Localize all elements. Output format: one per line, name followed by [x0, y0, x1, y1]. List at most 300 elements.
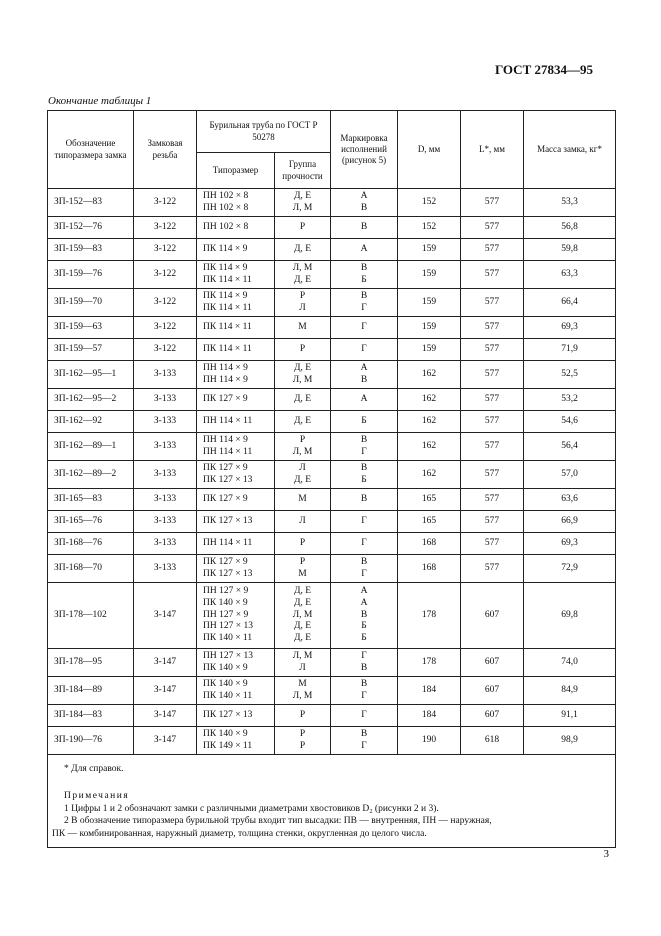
table-row — [48, 649, 616, 677]
table-row — [48, 361, 616, 389]
mass-cell: 69,3 — [524, 317, 616, 339]
thread-cell: З-133 — [134, 411, 197, 433]
pipe-size-cell — [197, 289, 275, 317]
d-cell: 162 — [398, 433, 461, 461]
header-d: D, мм — [398, 111, 461, 189]
l-cell: 577 — [461, 361, 524, 389]
l-cell: 577 — [461, 389, 524, 411]
pipe-size-cell — [197, 317, 275, 339]
strength-cell-line: Л — [299, 302, 306, 313]
l-cell: 577 — [461, 289, 524, 317]
marking-cell — [331, 217, 398, 239]
strength-cell-line: Л, М — [292, 446, 313, 457]
l-cell: 577 — [461, 433, 524, 461]
designation-cell: ЗП-162—92 — [48, 411, 134, 433]
strength-cell — [275, 677, 331, 705]
table-row — [48, 511, 616, 533]
header-pipe-group: Бурильная труба по ГОСТ Р 50278 — [197, 111, 331, 153]
marking-cell-line: В — [360, 434, 368, 445]
strength-cell-line: Л, М — [292, 262, 313, 273]
table-row — [48, 339, 616, 361]
pipe-size-cell-line: ПК 127 × 13 — [203, 709, 253, 720]
designation-cell: ЗП-152—76 — [48, 217, 134, 239]
marking-cell-line: В — [360, 728, 368, 739]
d-cell: 159 — [398, 317, 461, 339]
l-cell: 577 — [461, 489, 524, 511]
pipe-size-cell — [197, 411, 275, 433]
mass-cell: 56,8 — [524, 217, 616, 239]
pipe-size-cell — [197, 705, 275, 727]
mass-cell: 98,9 — [524, 727, 616, 755]
header-strength: Группа прочности — [275, 153, 331, 189]
marking-cell-line: Г — [361, 650, 367, 661]
marking-cell-line: А — [360, 597, 368, 608]
d-cell: 184 — [398, 705, 461, 727]
strength-cell — [275, 239, 331, 261]
marking-cell — [331, 389, 398, 411]
pipe-size-cell-line: ПК 114 × 9 — [203, 262, 248, 273]
designation-cell: ЗП-184—89 — [48, 677, 134, 705]
marking-cell-line: В — [360, 462, 368, 473]
marking-cell-line: А — [360, 243, 368, 254]
pipe-size-cell — [197, 189, 275, 217]
marking-cell-line: Г — [361, 302, 367, 313]
pipe-size-cell-line: ПН 114 × 11 — [203, 537, 253, 548]
marking-cell-line: Г — [361, 690, 367, 701]
d-cell: 165 — [398, 511, 461, 533]
mass-cell: 66,9 — [524, 511, 616, 533]
strength-cell-line: Р — [299, 556, 306, 567]
table-row — [48, 261, 616, 289]
table-row — [48, 677, 616, 705]
strength-cell — [275, 389, 331, 411]
d-cell: 168 — [398, 533, 461, 555]
mass-cell: 72,9 — [524, 555, 616, 583]
strength-cell-line: М — [298, 493, 307, 504]
thread-cell: З-133 — [134, 361, 197, 389]
table-row — [48, 555, 616, 583]
designation-cell: ЗП-178—102 — [48, 583, 134, 649]
l-cell: 577 — [461, 511, 524, 533]
table-body — [48, 189, 616, 755]
header-designation: Обозначение типоразмера замка — [48, 111, 134, 189]
thread-cell: З-122 — [134, 189, 197, 217]
l-cell: 607 — [461, 677, 524, 705]
pipe-size-cell — [197, 583, 275, 649]
marking-cell-line: В — [360, 374, 368, 385]
table-row — [48, 433, 616, 461]
pipe-size-cell-line: ПН 127 × 13 — [203, 621, 253, 632]
marking-cell — [331, 649, 398, 677]
pipe-size-cell — [197, 649, 275, 677]
notes-title: Примечания — [64, 790, 130, 801]
pipe-size-cell-line: ПК 149 × 11 — [203, 740, 253, 751]
thread-cell: З-147 — [134, 583, 197, 649]
pipe-size-cell-line: ПК 140 × 9 — [203, 678, 248, 689]
marking-cell-line: Г — [361, 537, 367, 548]
strength-cell — [275, 727, 331, 755]
d-cell: 152 — [398, 217, 461, 239]
pipe-size-cell-line: ПК 140 × 9 — [203, 662, 248, 673]
marking-cell-line: В — [360, 609, 368, 620]
strength-cell — [275, 339, 331, 361]
strength-cell — [275, 489, 331, 511]
mass-cell: 66,4 — [524, 289, 616, 317]
designation-cell: ЗП-152—83 — [48, 189, 134, 217]
strength-cell-line: Д, Е — [293, 274, 312, 285]
designation-cell: ЗП-159—70 — [48, 289, 134, 317]
l-cell: 607 — [461, 649, 524, 677]
designation-cell: ЗП-165—76 — [48, 511, 134, 533]
note-1: 1 Цифры 1 и 2 обозначают замки с различными диаметрами хвостовиков D₂ (рисунки 2 и 3). — [64, 803, 439, 814]
pipe-size-cell — [197, 555, 275, 583]
marking-cell — [331, 433, 398, 461]
marking-cell — [331, 339, 398, 361]
mass-cell: 71,9 — [524, 339, 616, 361]
table-row — [48, 317, 616, 339]
header-l: L*, мм — [461, 111, 524, 189]
pipe-size-cell-line: ПК 127 × 13 — [203, 515, 253, 526]
l-cell: 577 — [461, 339, 524, 361]
d-cell: 162 — [398, 361, 461, 389]
mass-cell: 84,9 — [524, 677, 616, 705]
strength-cell — [275, 649, 331, 677]
thread-cell: З-133 — [134, 433, 197, 461]
pipe-size-cell — [197, 727, 275, 755]
designation-cell: ЗП-162—95—2 — [48, 389, 134, 411]
l-cell: 577 — [461, 555, 524, 583]
marking-cell-line: А — [360, 362, 368, 373]
document-header: ГОСТ 27834—95 — [494, 62, 593, 77]
d-cell: 162 — [398, 461, 461, 489]
designation-cell: ЗП-162—95—1 — [48, 361, 134, 389]
table-row — [48, 583, 616, 649]
pipe-size-cell — [197, 533, 275, 555]
strength-cell — [275, 411, 331, 433]
strength-cell — [275, 555, 331, 583]
pipe-size-cell-line: ПК 127 × 13 — [203, 568, 253, 579]
pipe-size-cell — [197, 239, 275, 261]
marking-cell — [331, 189, 398, 217]
d-cell: 165 — [398, 489, 461, 511]
marking-cell-line: В — [360, 556, 368, 567]
strength-cell-line: Л, М — [292, 609, 313, 620]
thread-cell: З-147 — [134, 705, 197, 727]
d-cell: 178 — [398, 649, 461, 677]
d-cell: 162 — [398, 411, 461, 433]
marking-cell — [331, 261, 398, 289]
designation-cell: ЗП-165—83 — [48, 489, 134, 511]
strength-cell-line: Р — [299, 728, 306, 739]
notes-section — [48, 755, 616, 848]
l-cell: 577 — [461, 317, 524, 339]
marking-cell-line: В — [360, 662, 368, 673]
table-row — [48, 727, 616, 755]
marking-cell — [331, 705, 398, 727]
pipe-size-cell — [197, 433, 275, 461]
pipe-size-cell-line: ПК 114 × 11 — [203, 274, 252, 285]
strength-cell — [275, 705, 331, 727]
strength-cell-line: Д, Е — [293, 474, 312, 485]
designation-cell: ЗП-168—70 — [48, 555, 134, 583]
marking-cell-line: Г — [361, 515, 367, 526]
table-row — [48, 411, 616, 433]
pipe-size-cell-line: ПН 127 × 13 — [203, 650, 253, 661]
mass-cell: 56,4 — [524, 433, 616, 461]
d-cell: 152 — [398, 189, 461, 217]
marking-cell — [331, 555, 398, 583]
designation-cell: ЗП-178—95 — [48, 649, 134, 677]
pipe-size-cell-line: ПК 114 × 9 — [203, 290, 248, 301]
pipe-size-cell-line: ПК 114 × 11 — [203, 302, 252, 313]
thread-cell: З-122 — [134, 289, 197, 317]
d-cell: 184 — [398, 677, 461, 705]
pipe-size-cell — [197, 461, 275, 489]
designation-cell: ЗП-159—83 — [48, 239, 134, 261]
note-2-line-1: 2 В обозначение типоразмера бурильной трубы входит тип высадки: ПВ — внутренняя, ПН — наружная, — [64, 816, 492, 827]
designation-cell: ЗП-159—76 — [48, 261, 134, 289]
strength-cell — [275, 583, 331, 649]
footnote: * Для справок. — [64, 764, 124, 774]
table-row — [48, 389, 616, 411]
mass-cell: 63,6 — [524, 489, 616, 511]
specs-table — [47, 110, 616, 848]
pipe-size-cell-line: ПН 127 × 9 — [203, 609, 249, 620]
designation-cell: ЗП-162—89—1 — [48, 433, 134, 461]
pipe-size-cell-line: ПК 114 × 11 — [203, 343, 252, 354]
table-row — [48, 533, 616, 555]
strength-cell-line: М — [298, 678, 307, 689]
strength-cell-line: М — [298, 568, 307, 579]
designation-cell: ЗП-184—83 — [48, 705, 134, 727]
pipe-size-cell-line: ПК 140 × 9 — [203, 728, 248, 739]
l-cell: 577 — [461, 217, 524, 239]
marking-cell — [331, 727, 398, 755]
strength-cell — [275, 261, 331, 289]
d-cell: 178 — [398, 583, 461, 649]
marking-cell-line: Г — [361, 740, 367, 751]
pipe-size-cell-line: ПН 114 × 11 — [203, 415, 253, 426]
marking-cell — [331, 533, 398, 555]
pipe-size-cell-line: ПК 127 × 9 — [203, 462, 248, 473]
strength-cell — [275, 217, 331, 239]
strength-cell-line: Д, Е — [293, 243, 312, 254]
marking-cell-line: Б — [361, 415, 367, 426]
strength-cell-line: Р — [299, 343, 306, 354]
note-2-line-2: ПК — комбинированная, наружный диаметр, толщина стенки, округленная до целого числа. — [52, 829, 427, 840]
marking-cell-line: А — [360, 393, 368, 404]
strength-cell-line: Д, Е — [293, 585, 312, 596]
pipe-size-cell-line: ПК 140 × 11 — [203, 690, 253, 701]
mass-cell: 57,0 — [524, 461, 616, 489]
thread-cell: З-147 — [134, 677, 197, 705]
strength-cell — [275, 461, 331, 489]
pipe-size-cell — [197, 361, 275, 389]
strength-cell-line: Д, Е — [293, 362, 312, 373]
strength-cell-line: Л, М — [292, 690, 313, 701]
marking-cell-line: Б — [361, 633, 367, 644]
d-cell: 159 — [398, 239, 461, 261]
designation-cell: ЗП-168—76 — [48, 533, 134, 555]
mass-cell: 69,8 — [524, 583, 616, 649]
designation-cell: ЗП-190—76 — [48, 727, 134, 755]
header-pipe-size: Типоразмер — [197, 153, 275, 189]
mass-cell: 59,8 — [524, 239, 616, 261]
d-cell: 162 — [398, 389, 461, 411]
thread-cell: З-147 — [134, 649, 197, 677]
strength-cell-line: Д, Е — [293, 415, 312, 426]
marking-cell — [331, 677, 398, 705]
marking-cell — [331, 489, 398, 511]
table-row — [48, 239, 616, 261]
pipe-size-cell-line: ПК 140 × 9 — [203, 597, 248, 608]
mass-cell: 63,3 — [524, 261, 616, 289]
strength-cell — [275, 433, 331, 461]
table-row — [48, 461, 616, 489]
mass-cell: 53,3 — [524, 189, 616, 217]
d-cell: 159 — [398, 289, 461, 317]
marking-cell — [331, 239, 398, 261]
mass-cell: 69,3 — [524, 533, 616, 555]
thread-cell: З-122 — [134, 217, 197, 239]
l-cell: 577 — [461, 533, 524, 555]
pipe-size-cell — [197, 511, 275, 533]
pipe-size-cell — [197, 677, 275, 705]
strength-cell-line: Р — [299, 434, 306, 445]
l-cell: 577 — [461, 461, 524, 489]
strength-cell-line: Л, М — [292, 650, 313, 661]
mass-cell: 52,5 — [524, 361, 616, 389]
strength-cell-line: Д, Е — [293, 633, 312, 644]
strength-cell — [275, 511, 331, 533]
strength-cell-line: Д, Е — [293, 621, 312, 632]
marking-cell — [331, 289, 398, 317]
mass-cell: 54,6 — [524, 411, 616, 433]
pipe-size-cell-line: ПН 114 × 9 — [203, 434, 248, 445]
strength-cell — [275, 361, 331, 389]
designation-cell: ЗП-159—63 — [48, 317, 134, 339]
pipe-size-cell-line: ПК 140 × 11 — [203, 633, 253, 644]
header-thread: Замковая резьба — [134, 111, 197, 189]
pipe-size-cell-line: ПН 102 × 8 — [203, 202, 249, 213]
pipe-size-cell-line: ПН 114 × 9 — [203, 374, 248, 385]
table-row — [48, 189, 616, 217]
pipe-size-cell-line: ПН 102 × 8 — [203, 190, 249, 201]
marking-cell-line: В — [360, 493, 368, 504]
marking-cell — [331, 461, 398, 489]
table-row — [48, 489, 616, 511]
pipe-size-cell-line: ПК 127 × 9 — [203, 556, 248, 567]
marking-cell — [331, 361, 398, 389]
marking-cell — [331, 511, 398, 533]
marking-cell — [331, 317, 398, 339]
strength-cell — [275, 289, 331, 317]
marking-cell-line: А — [360, 585, 368, 596]
strength-cell-line: Л — [299, 462, 306, 473]
thread-cell: З-147 — [134, 727, 197, 755]
strength-cell-line: Л — [299, 662, 306, 673]
strength-cell — [275, 317, 331, 339]
thread-cell: З-122 — [134, 339, 197, 361]
pipe-size-cell-line: ПК 127 × 9 — [203, 493, 248, 504]
l-cell: 577 — [461, 411, 524, 433]
table-row — [48, 289, 616, 317]
thread-cell: З-133 — [134, 511, 197, 533]
marking-cell-line: В — [360, 262, 368, 273]
pipe-size-cell-line: ПК 114 × 9 — [203, 243, 248, 254]
marking-cell-line: Б — [361, 621, 367, 632]
marking-cell-line: А — [360, 190, 368, 201]
marking-cell-line: Г — [361, 343, 367, 354]
pipe-size-cell-line: ПК 127 × 9 — [203, 393, 248, 404]
strength-cell-line: Д, Е — [293, 393, 312, 404]
strength-cell-line: Л, М — [292, 374, 313, 385]
marking-cell-line: В — [360, 221, 368, 232]
marking-cell-line: В — [360, 290, 368, 301]
l-cell: 607 — [461, 583, 524, 649]
table-row — [48, 217, 616, 239]
pipe-size-cell — [197, 339, 275, 361]
d-cell: 159 — [398, 339, 461, 361]
pipe-size-cell-line: ПН 127 × 9 — [203, 585, 249, 596]
pipe-size-cell — [197, 261, 275, 289]
marking-cell-line: Б — [361, 474, 367, 485]
strength-cell-line: Д, Е — [293, 190, 312, 201]
pipe-size-cell-line: ПН 114 × 11 — [203, 446, 253, 457]
d-cell: 159 — [398, 261, 461, 289]
table-row — [48, 705, 616, 727]
strength-cell-line: М — [298, 321, 307, 332]
thread-cell: З-133 — [134, 555, 197, 583]
mass-cell: 53,2 — [524, 389, 616, 411]
designation-cell: ЗП-162—89—2 — [48, 461, 134, 489]
thread-cell: З-133 — [134, 489, 197, 511]
pipe-size-cell-line: ПК 127 × 13 — [203, 474, 253, 485]
marking-cell-line: Г — [361, 709, 367, 720]
pipe-size-cell-line: ПН 102 × 8 — [203, 221, 249, 232]
marking-cell-line: Б — [361, 274, 367, 285]
marking-cell-line: Г — [361, 321, 367, 332]
marking-cell-line: Г — [361, 568, 367, 579]
marking-cell — [331, 411, 398, 433]
strength-cell-line: Р — [299, 221, 306, 232]
pipe-size-cell-line: ПН 114 × 9 — [203, 362, 248, 373]
page-number: 3 — [603, 848, 609, 860]
pipe-size-cell-line: ПК 114 × 11 — [203, 321, 252, 332]
mass-cell: 91,1 — [524, 705, 616, 727]
strength-cell-line: Р — [299, 709, 306, 720]
strength-cell-line: Д, Е — [293, 597, 312, 608]
thread-cell: З-122 — [134, 261, 197, 289]
marking-cell-line: Г — [361, 446, 367, 457]
table-caption: Окончание таблицы 1 — [48, 95, 152, 107]
strength-cell-line: Л, М — [292, 202, 313, 213]
marking-cell-line: В — [360, 678, 368, 689]
l-cell: 577 — [461, 261, 524, 289]
strength-cell-line: Р — [299, 537, 306, 548]
l-cell: 618 — [461, 727, 524, 755]
thread-cell: З-122 — [134, 317, 197, 339]
strength-cell — [275, 189, 331, 217]
l-cell: 577 — [461, 239, 524, 261]
designation-cell: ЗП-159—57 — [48, 339, 134, 361]
header-mass: Масса замка, кг* — [524, 111, 616, 189]
thread-cell: З-133 — [134, 533, 197, 555]
thread-cell: З-133 — [134, 389, 197, 411]
l-cell: 577 — [461, 189, 524, 217]
strength-cell-line: Р — [299, 740, 306, 751]
marking-cell-line: В — [360, 202, 368, 213]
